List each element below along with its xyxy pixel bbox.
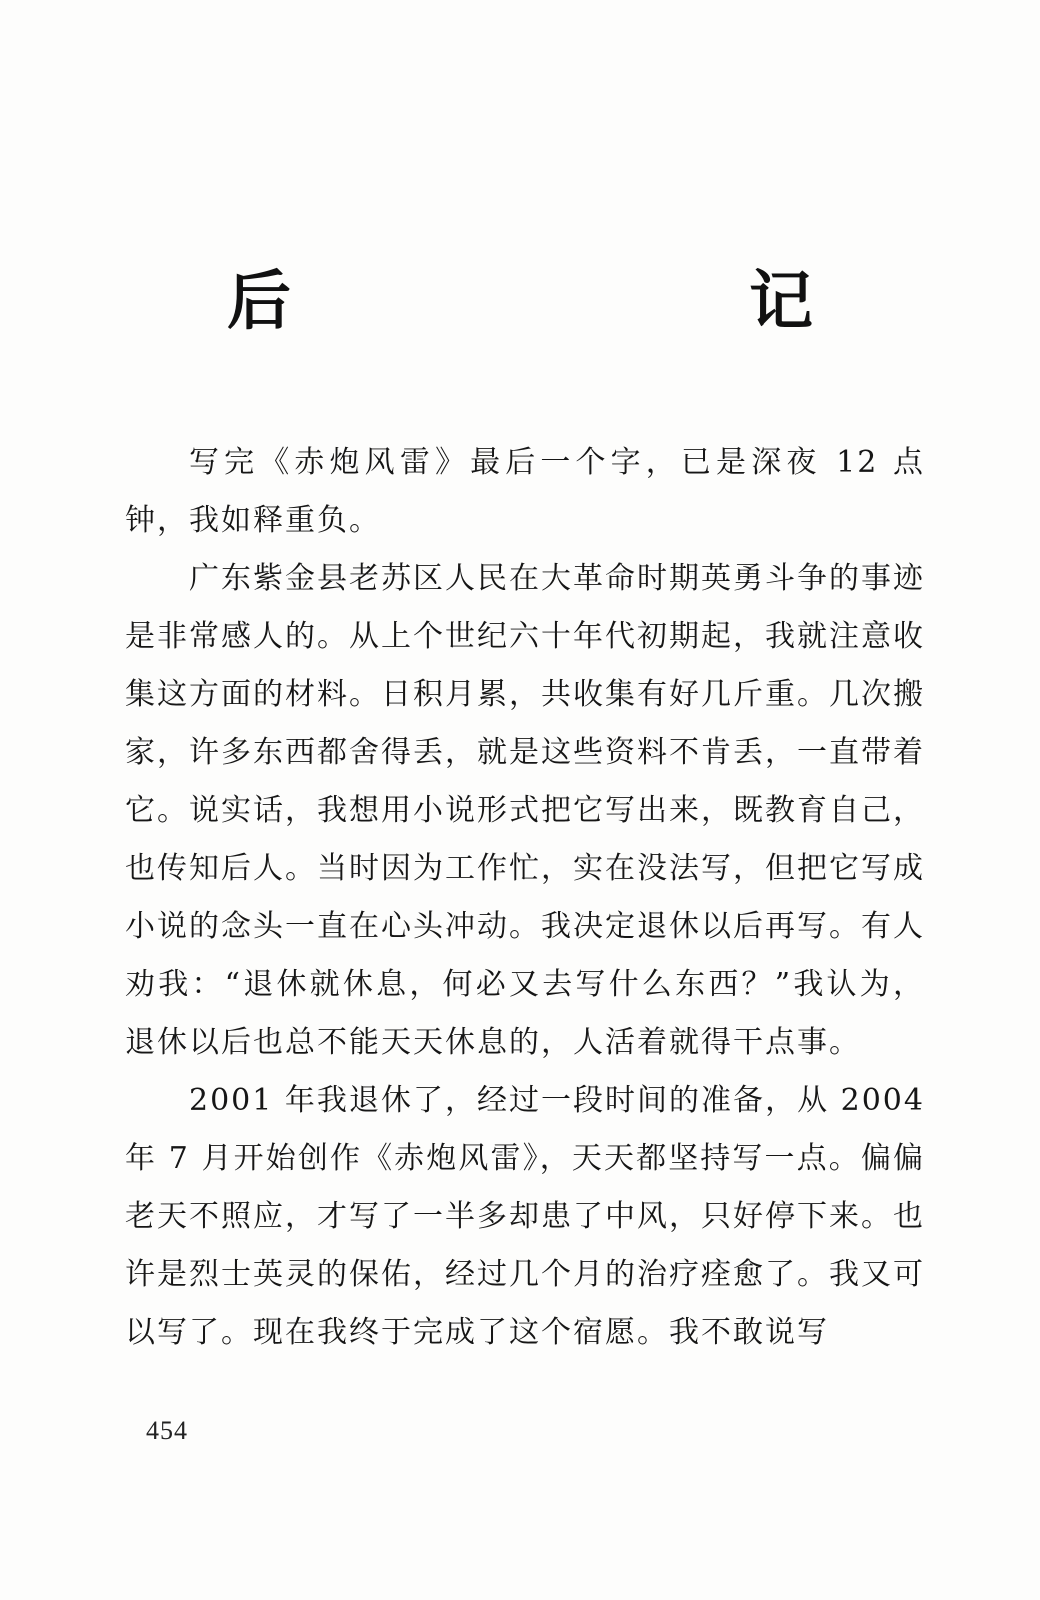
page-number: 454	[146, 1416, 188, 1445]
body-text	[125, 434, 925, 1362]
paragraph: 2001 年我退休了，经过一段时间的准备，从 2004 年 7 月开始创作《赤炮风雷》，天天都坚持写一点。偏偏老天不照应，才写了一半多却患了中风，只好停下来。也许是烈士英灵的保佑，经过几个月的治疗痊愈了。我又可以写了。现在我终于完成了这个宿愿。我不敢说写	[125, 1083, 925, 1350]
paragraph: 广东紫金县老苏区人民在大革命时期英勇斗争的事迹是非常感人的。从上个世纪六十年代初期起，我就注意收集这方面的材料。日积月累，共收集有好几斤重。几次搬家，许多东西都舍得丢，就是这些资料不肯丢，一直带着它。说实话，我想用小说形式把它写出来，既教育自己，也传知后人。当时因为工作忙，实在没法写，但把它写成小说的念头一直在心头冲动。我决定退休以后再写。有人劝我：“退休就休息，何必又去写什么东西？”我认为，退休以后也总不能天天休息的，人活着就得干点事。	[125, 561, 925, 1060]
paragraph: 写完《赤炮风雷》最后一个字，已是深夜 12 点钟，我如释重负。	[125, 445, 925, 538]
page-title: 后 记	[227, 264, 923, 339]
